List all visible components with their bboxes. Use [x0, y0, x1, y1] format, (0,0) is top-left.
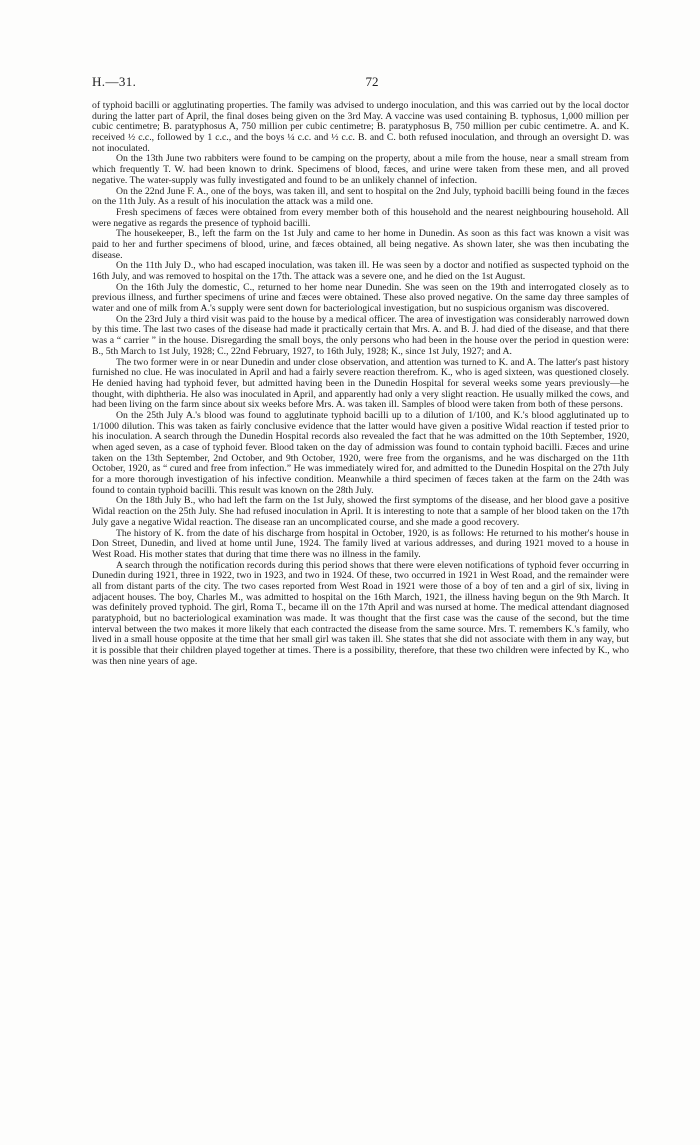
- paragraph: On the 23rd July a third visit was paid to the house by a medical officer. The area of investigation was considerably narrowed down by this time. The last two cases of the disease had made it practically certain that Mrs. A. and B. J. had died of the disease, and that there was a “ carrier ” in the house. Disregarding the small boys, the only persons who had been in the house over the period in question were: B., 5th March to 1st July, 1928; C., 22nd February, 1927, to 16th July, 1928; K., since 1st July, 1927; and A.: [92, 313, 629, 357]
- paragraph: On the 16th July the domestic, C., returned to her home near Dunedin. She was seen on the 19th and interrogated closely as to previous illness, and further specimens of urine and fæces were obtained. These also proved negative. On the same day three samples of water and one of milk from A.'s supply were sent down for bacteriological investigation, but no suspicious organism was discovered.: [92, 281, 629, 315]
- paragraph: The housekeeper, B., left the farm on the 1st July and came to her home in Dunedin. As soon as this fact was known a visit was paid to her and further specimens of blood, urine, and fæces obtained, all being negative. As shown later, she was then incubating the disease.: [92, 228, 629, 261]
- paragraph: On the 25th July A.'s blood was found to agglutinate typhoid bacilli up to a dilution of 1/100, and K.'s blood agglutinated up to 1/1000 dilution. This was taken as fairly conclusive evidence that the latter would have given a positive Widal reaction if tested prior to his inoculation. A search through the Dunedin Hospital records also revealed the fact that he was admitted on the 10th September, 1920, when aged seven, as a case of typhoid fever. Blood taken on the day of admission was found to contain typhoid bacilli. Fæces and urine taken on the 13th September, 2nd October, and 9th October, 1920, were free from the organisms, and he was discharged on the 11th October, 1920, as “ cured and free from infection.” He was immediately wired for, and admitted to the Dunedin Hospital on the 27th July for a more thorough investigation of his infective condition. Meanwhile a third specimen of fæces taken at the farm on the 24th was found to contain typhoid bacilli. This result was known on the 28th July.: [92, 409, 629, 496]
- paragraph: On the 11th July D., who had escaped inoculation, was taken ill. He was seen by a doctor and notified as suspected typhoid on the 16th July, and was removed to hospital on the 17th. The attack was a severe one, and he died on the 1st August.: [92, 260, 629, 282]
- paragraph: of typhoid bacilli or agglutinating properties. The family was advised to undergo inoculation, and this was carried out by the local doctor during the latter part of April, the final doses being given on the 3rd May. A vaccine was used containing B. typhosus, 1,000 million per cubic centimetre; B. paratyphosus A, 750 million per cubic centimetre; B. paratyphosus B, 750 million per cubic centimetre. A. and K. received ½ c.c., followed by 1 c.c., and the boys ¼ c.c. and ½ c.c. B. and C. both refused inoculation, and through an oversight D. was not inoculated.: [92, 100, 629, 154]
- paragraph: On the 22nd June F. A., one of the boys, was taken ill, and sent to hospital on the 2nd July, typhoid bacilli being found in the fæces on the 11th July. As a result of his inoculation the attack was a mild one.: [92, 185, 629, 208]
- paragraph: The history of K. from the date of his discharge from hospital in October, 1920, is as follows: He returned to his mother's house in Don Street, Dunedin, and lived at home until June, 1924. The family lived at various addresses, and during 1921 moved to a house in West Road. His mother states that during that time there was no illness in the family.: [92, 527, 629, 560]
- paragraph: A search through the notification records during this period shows that there were eleven notifications of typhoid fever occurring in Dunedin during 1921, three in 1922, two in 1923, and two in 1924. Of these, two occurred in 1921 in West Road, and the remainder were all from distant parts of the city. The two cases reported from West Road in 1921 were those of a boy of ten and a girl of six, living in adjacent houses. The boy, Charles M., was admitted to hospital on the 16th March, 1921, the illness having begun on the 9th March. It was definitely proved typhoid. The girl, Roma T., became ill on the 17th April and was nursed at home. The medical attendant diagnosed paratyphoid, but no bacteriological examination was made. It was thought that the first case was the cause of the second, but the time interval between the two makes it more likely that each contracted the disease from the same source. Mrs. T. remembers K.'s family, who lived in a small house opposite at the time that her small girl was taken ill. She states that she did not associate with them in any way, but it is possible that their children played together at times. There is a possibility, therefore, that these two children were infected by K., who was then nine years of age.: [92, 559, 629, 667]
- page-header: [92, 74, 700, 92]
- paragraph: Fresh specimens of fæces were obtained from every member both of this household and the nearest neighbouring household. All were negative as regards the presence of typhoid bacilli.: [92, 206, 629, 229]
- report-section-code: H.—31.: [92, 74, 137, 89]
- body-text: [92, 101, 629, 667]
- paragraph: On the 13th June two rabbiters were found to be camping on the property, about a mile from the house, near a small stream from which frequently T. W. had been known to drink. Specimens of blood, fæces, and urine were taken from these men, and all proved negative. The water-supply was fully investigated and found to be an unlikely channel of infection.: [92, 153, 629, 186]
- page-number: 72: [365, 74, 379, 89]
- paragraph: On the 18th July B., who had left the farm on the 1st July, showed the first symptoms of the disease, and her blood gave a positive Widal reaction on the 25th July. She had refused inoculation in April. It is interesting to note that a sample of her blood taken on the 17th July gave a negative Widal reaction. The disease ran an uncomplicated course, and she made a good recovery.: [92, 495, 629, 528]
- paragraph: The two former were in or near Dunedin and under close observation, and attention was turned to K. and A. The latter's past history furnished no clue. He was inoculated in April and had a fairly severe reaction therefrom. K., who is aged sixteen, was questioned closely. He denied having had typhoid fever, but admitted having been in the Dunedin Hospital for several weeks some years previously—he thought, with diphtheria. He also was inoculated in April, and apparently had only a very slight reaction. He usually milked the cows, and had been living on the farm since about six weeks before Mrs. A. was taken ill. Samples of blood were taken from both of these persons.: [92, 356, 629, 411]
